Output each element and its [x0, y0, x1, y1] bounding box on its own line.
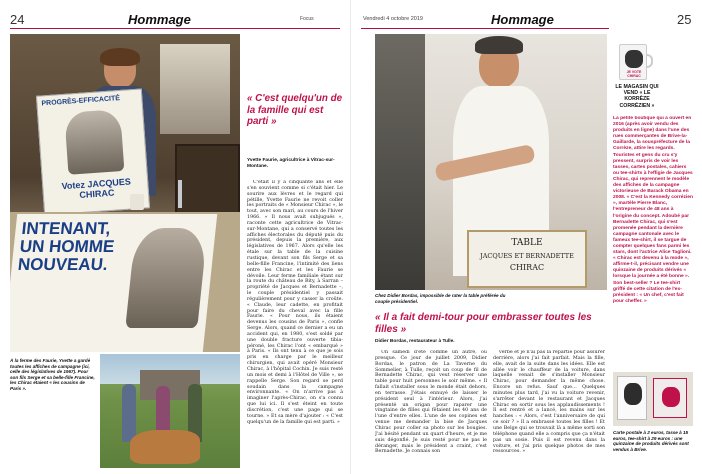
header-rule	[361, 28, 609, 29]
article-column-1	[375, 350, 487, 470]
mug-text: JE VOTE CHIRAC	[626, 70, 642, 78]
glass	[178, 180, 182, 208]
sidebar-text: La petite boutique qui a ouvert en 2016 (après avoir vendu des produits en ligne) dans l'une des rues commerçantes de Brive-la-Gaillarde, la souspréfecture de la Corrèze, attire les regards. Touristes et gens du cru s'y pressent, surpris de voir les tasses, cartes postales, cahiers ou tee-shirts à l'effigie de Jacques Chirac, qui reprennent le modèle des affiches de la campagne victorieuse de Barack Obama en 2008. « C'est la Kennedy corrézien », martèle Pierre Blanc, l'entrepreneur de 48 ans à l'origine du concept. Adoubé par Bernadette Chirac, qui s'est promenée pendant la dernière campagne cantonale avec le fameux tee-shirt, il se targue de compter quelques fans parmi les stars, dont l'actrice Alice Taglioni. « Chirac est devenu à la mode », affirme-t-il, précisant vendre une quinzaine de produits dérivés « lorsque la journée a été bonne ». Son best-seller ? Le tee-shirt griffé de cette citation de l'ex-président : « Un chef, c'est fait pour cheffer. »	[613, 116, 693, 304]
section-label: Focus	[300, 16, 314, 22]
article-paragraph: verbe et je n'ai pas la répartie pour assurer derrière, alors j'ai fait parfait. Mais la fille, elle, avait de la suite dans les idées. Elle est allée voir le chauffeur de la voiture, dans laquelle venait de s'installer Monsieur Chirac, pour demander la même chose. Encore un refus. Sauf que… Quelques minutes plus tard, j'ai vu la voiture revenir, s'arrêter devant le restaurant et Jacques Chirac en sortir sous les applaudissements ! Il est rentré et a lancé, les mains sur les hanches : « Alors, c'est l'anniversaire de qui ce soir ? » Il a embrassé toutes les filles ! Et une Belge qui se trouvait là a même sorti son téléphone quand elle a compris que ça n'était pas un sosie. Puis il est revenu dans la voiture, et j'ai pris quelque photos de mes ressources. »	[493, 350, 605, 455]
section-rubric: Hommage	[128, 12, 191, 27]
poster-slogan-big: INTENANT, UN HOMME NOUVEAU.	[16, 219, 116, 274]
postcard	[617, 376, 647, 420]
article-column-2	[493, 350, 605, 470]
page-number: 25	[677, 12, 692, 27]
wine-shelf	[375, 34, 425, 290]
sign-line-1: TABLE	[511, 238, 543, 248]
sign-line-3: CHIRAC	[509, 263, 545, 272]
tee-print	[662, 387, 680, 407]
poster-slogan: PROGRÈS-EFFICACITÉ	[41, 95, 121, 108]
photo-caption: À la ferme des Faurie, Yvette a gardé toutes les affiches de campagne (ici, celle des législatives de 1967). Pour son fils Serge et sa belle-fille Francine, les Chirac étaient « les cousins de Paris ».	[10, 358, 95, 391]
poster-face	[125, 228, 208, 328]
section-rubric: Hommage	[491, 12, 554, 27]
page-number: 24	[10, 12, 25, 27]
products-caption: Carte postale à 2 euros, tasse à 15 euros, tee-shirt à 29 euros : une quinzaine de produits dérivés sont vendus à Brive.	[613, 430, 689, 452]
header-rule	[10, 28, 340, 29]
right-page	[351, 0, 702, 474]
table-sign	[467, 230, 587, 288]
mug-handle	[646, 54, 653, 68]
dateline: Vendredi 4 octobre 2019	[363, 16, 423, 22]
postcard-portrait	[624, 383, 642, 405]
byline: Didier Bordas, restaurateur à Tulle.	[375, 339, 455, 344]
tee-shirt	[653, 378, 687, 418]
article-paragraph: Un samedi d'été comme un autre, ou presque. Ce jour de juillet 2009, Didier Bordas, le patron de La Taverne du Sommelier, à Tulle, reçoit un coup de fil de Bernadette Chirac, qui veut réserver une table pour huit personnes le soir même. « Il fallait s'installer sous le monde était dehors, en terrasse. J'étais ennuyé de laisser le président seul à l'intérieur. Alors, j'ai présenté un origan pour raparer une vingtaine de filles qui fêtaient les 40 ans de l'une d'entre elles. L'une de ses copines est venue me demander la bise de Jacques Chirac pour coller sa photo sur les bougies. J'ai hésité pendant un quart d'heure, et je me suis dégonflé. Je suis resté pour ne pas le déranger, mais le président a craint, c'est Bernadette. Je connais son	[375, 350, 487, 455]
products-photo	[613, 372, 693, 426]
byline: Yvette Faurie, agricultrice à Vitrac-sur-Montane.	[247, 158, 335, 169]
poster-on-table	[10, 214, 217, 352]
mug-body	[619, 44, 647, 80]
mug-portrait	[625, 50, 643, 68]
cow	[130, 430, 200, 464]
article-body	[247, 180, 343, 468]
mug-photo	[615, 40, 655, 84]
photo-caption: Chez Didier Bordas, impossible de rater la table préférée du couple présidentiel.	[375, 293, 506, 304]
restaurant-photo	[375, 34, 607, 290]
main-photo	[10, 34, 240, 352]
article-paragraph: C'était il y a cinquante ans et elle s'en souvient comme si c'était hier. Le sourire aux lèvres et le regard qui pétille, Yvette Faurie ne revoit coller les portraits de « Monsieur Chirac », le tout, avec son mari, au cours de l'hiver 1966. « Il nous avait subjugués », raconte cette agricultrice de Vitrac-sur-Montane, qui a conservé toutes les affiches électorales du député puis du président, depuis la première, aux législatives de 1967. Alors qu'elle les étale sur la table de la cuisine rustique, devant son fils Serge et sa belle-fille Francine, l'intimité des liens entre les Chirac et les Faurie se dévoile. Leur ferme familiale étant sur la route du château de Bity, à Sarran – propriété de Jacques et Bernadette –, le couple présidentiel y passait régulièrement pour y casser la croûte. « Claude, leur cadette, en profitait pour faire du cheval avec la fille Faurie. « Pour nous, ils étaient devenus les cousins de Paris », confie Serge. Alors, quand ce dernier a eu un accident qui, en 1980, s'est soldé par une double fracture ouverte tibia-péroné, les Chirac l'ont « embarqué » à Paris. « Ils ont tenu à ce que je sois pris en charge par le meilleur chirurgien, qui avait opéré Monsieur Chirac, à l'hôpital Cochin. Je suis resté un mois et demi à l'Hôtel de Ville », se rappelle Serge. Son regard se perd soudain dans la campagne environnante. « On n'arrive pas à imaginer l'après-Chirac, on s'a connu que lui ici. Il s'est éteint en toute discrétion, c'est une page qui se tourne. » Et sa mère d'ajouter : « C'est quelqu'un de la famille qui est parti. »	[247, 180, 343, 425]
pull-quote: « Il a fait demi-tour pour embrasser toutes les filles »	[375, 312, 592, 335]
sidebar-title: LE MAGASIN QUI VEND « LE KORRÈZE CORRÉZIEN »	[615, 84, 659, 109]
pull-quote: « C'est quelqu'un de la famille qui est parti »	[247, 93, 343, 127]
poster-portrait	[64, 109, 124, 175]
family-photo	[100, 354, 240, 468]
person-1	[122, 384, 136, 442]
poster-name: Votez JACQUES CHIRAC	[61, 176, 132, 201]
cup	[130, 194, 144, 210]
man-hair	[475, 36, 523, 54]
window	[160, 44, 230, 134]
sign-line-2: JACQUES ET BERNADETTE	[480, 252, 574, 260]
